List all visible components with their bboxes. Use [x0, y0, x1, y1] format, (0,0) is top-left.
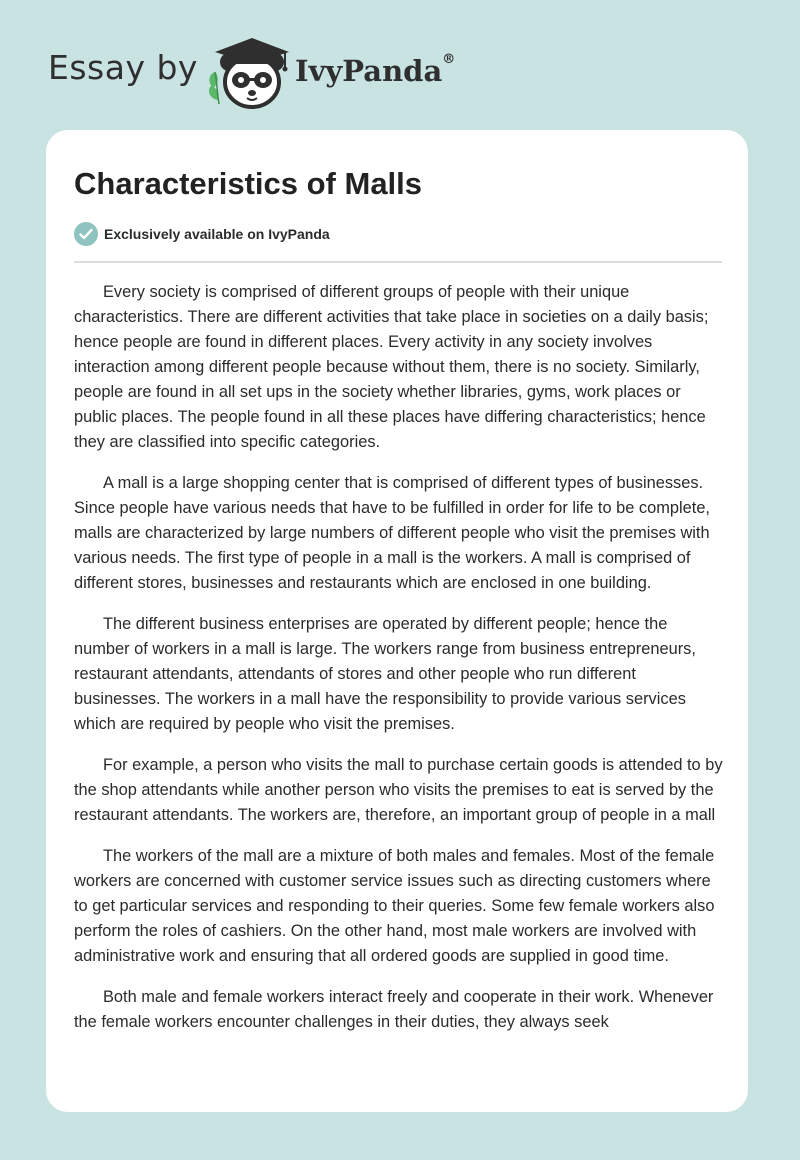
divider — [74, 261, 722, 263]
check-circle-icon — [74, 222, 98, 246]
panda-graduate-icon — [203, 36, 293, 110]
site-header — [0, 0, 800, 130]
registered-mark: ® — [442, 52, 456, 67]
paragraph: Every society is comprised of different groups of people with their unique characteristics. There are different activities that take place in societies on a daily basis; hence people are found in different places. Every activity in any society involves interaction among different people because without them, there is no society. Similarly, people are found in all set ups in the society whether libraries, gyms, work places or public places. The people found in all these places have differing characteristics; hence they are classified into specific categories. — [74, 283, 709, 451]
essay-body — [74, 280, 726, 1051]
essay-card — [46, 130, 748, 1112]
paragraph: The different business enterprises are operated by different people; hence the number of workers in a mall is large. The workers range from business entrepreneurs, restaurant attendants, attendants of stores and other people who run different businesses. The workers in a mall have the responsibility to provide various services which are required by people who visit the premises. — [74, 615, 696, 733]
paragraph: A mall is a large shopping center that is comprised of different types of businesses. Since people have various needs that have to be fulfilled in order for life to be complete, malls are characterized by large numbers of different people who visit the premises with various needs. The first type of people in a mall is the workers. A mall is comprised of different stores, businesses and restaurants which are enclosed in one building. — [74, 474, 710, 592]
essay-by-label: Essay by — [48, 48, 198, 87]
page-title: Characteristics of Malls — [74, 166, 423, 201]
paragraph: The workers of the mall are a mixture of both males and females. Most of the female workers are concerned with customer service issues such as directing customers where to get particular services and responding to their queries. Some few female workers also perform the roles of cashiers. On the other hand, most male workers are involved with administrative work and ensuring that all ordered goods are supplied in good time. — [74, 847, 715, 965]
brand-text: IvyPanda — [295, 54, 443, 88]
paragraph: For example, a person who visits the mall to purchase certain goods is attended to by the shop attendants while another person who visits the premises to eat is served by the restaurant attendants. The workers are, therefore, an important group of people in a mall — [74, 756, 723, 824]
brand-name[interactable] — [295, 54, 455, 88]
exclusive-badge-label: Exclusively available on IvyPanda — [104, 226, 330, 242]
paragraph: Both male and female workers interact freely and cooperate in their work. Whenever the female workers encounter challenges in their duties, they always seek — [74, 988, 714, 1031]
